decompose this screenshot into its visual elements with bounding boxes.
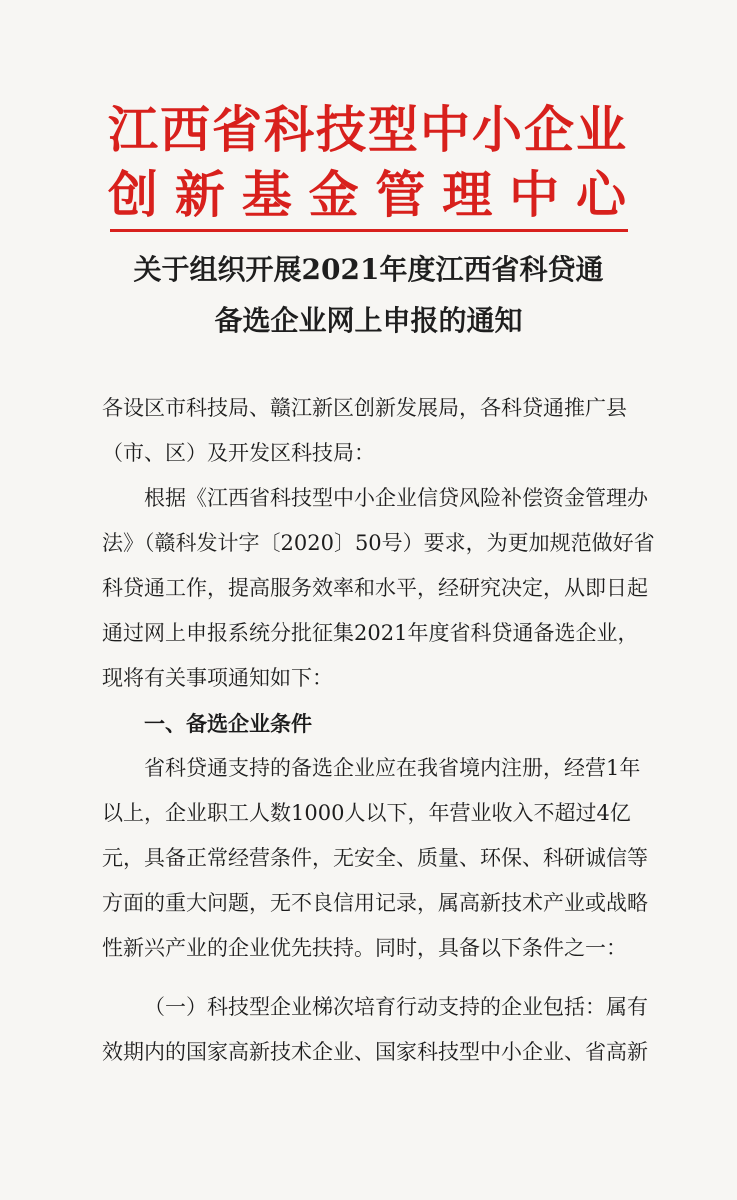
red-header-rule — [110, 229, 628, 232]
body-line-15: 效期内的国家高新技术企业、国家科技型中小企业、省高新 — [102, 1040, 648, 1064]
body-line-4: 法》（赣科发计字〔2020〕50号）要求，为更加规范做好省 — [102, 531, 655, 555]
body-line-10: 以上，企业职工人数1000人以下，年营业收入不超过4亿 — [102, 801, 631, 825]
org-name-line2: 创新基金管理中心 — [108, 165, 628, 224]
body-line-5: 科贷通工作，提高服务效率和水平，经研究决定，从即日起 — [102, 576, 648, 600]
body-line-13: 性新兴产业的企业优先扶持。同时，具备以下条件之一： — [102, 936, 627, 960]
notice-title-line2: 备选企业网上申报的通知 — [214, 304, 523, 337]
section-heading-1: 一、备选企业条件 — [144, 711, 312, 736]
body-line-3: 根据《江西省科技型中小企业信贷风险补偿资金管理办 — [144, 486, 648, 510]
notice-title-line1: 关于组织开展2021年度江西省科贷通 — [133, 253, 604, 286]
body-line-6: 通过网上申报系统分批征集2021年度省科贷通备选企业， — [102, 621, 639, 645]
body-line-7: 现将有关事项通知如下： — [102, 666, 333, 690]
body-line-1: 各设区市科技局、赣江新区创新发展局，各科贷通推广县 — [102, 396, 627, 420]
body-line-11: 元，具备正常经营条件，无安全、质量、环保、科研诚信等 — [102, 846, 648, 870]
body-line-2: （市、区）及开发区科技局： — [102, 441, 375, 465]
body-line-9: 省科贷通支持的备选企业应在我省境内注册，经营1年 — [144, 756, 641, 780]
body-line-14: （一）科技型企业梯次培育行动支持的企业包括：属有 — [144, 995, 648, 1019]
body-line-12: 方面的重大问题，无不良信用记录，属高新技术产业或战略 — [102, 891, 648, 915]
org-name-line1: 江西省科技型中小企业 — [108, 100, 628, 159]
